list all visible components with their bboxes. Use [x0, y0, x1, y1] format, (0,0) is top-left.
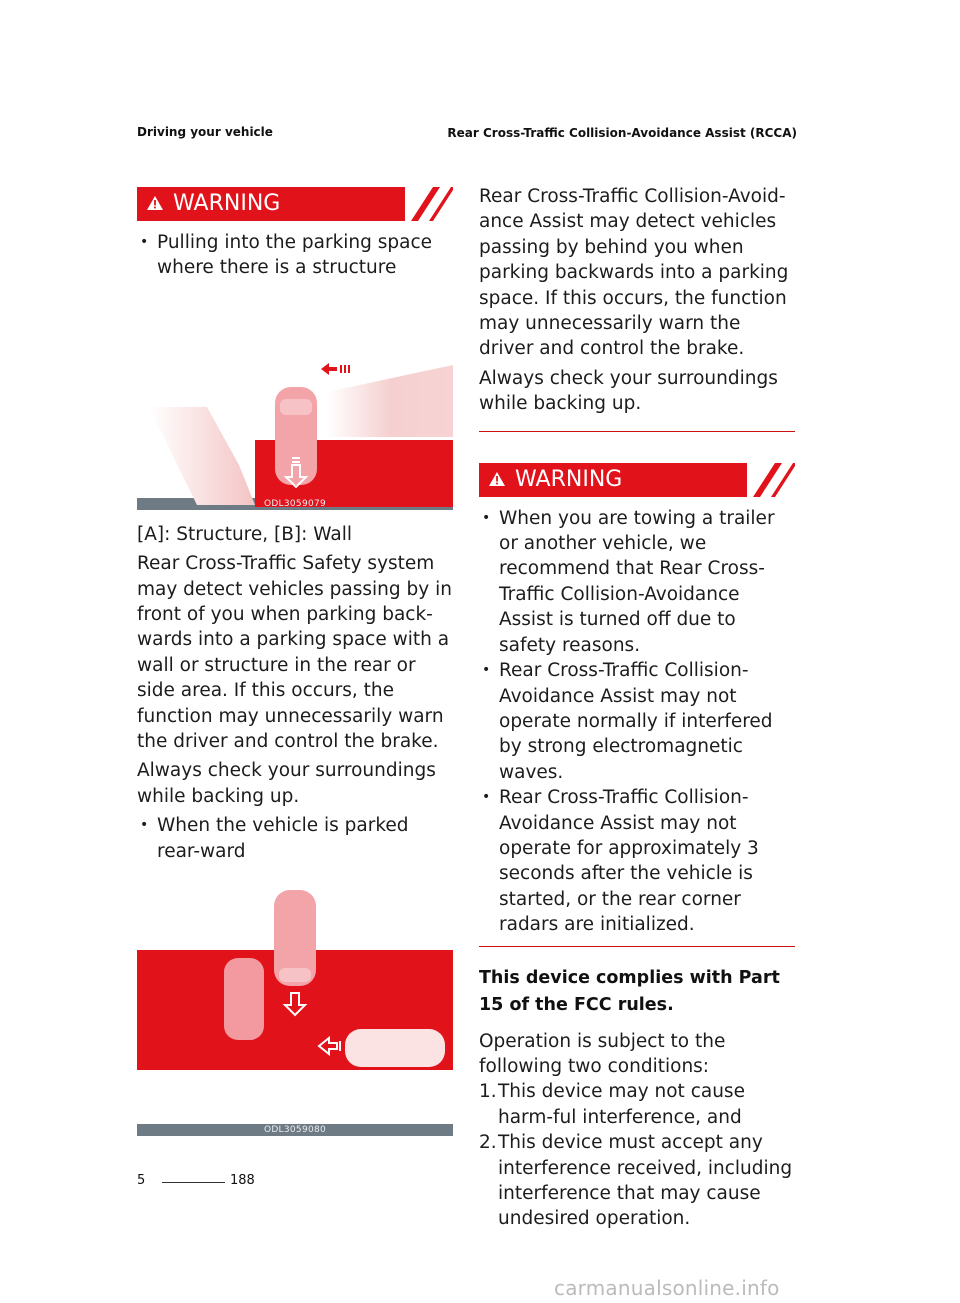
list-text: This device may not cause harm-ful interference, and	[498, 1081, 745, 1128]
list-item: • When you are towing a trailer or another vehicle, we recommend that Rear Cross-Traffic Collision-Avoidance Assist is turned off due to safety reasons.	[479, 506, 795, 658]
warning-triangle-icon	[146, 195, 164, 211]
car-icon	[345, 1029, 445, 1067]
car-icon	[275, 387, 317, 485]
body-paragraph: Always check your surroundings while backing up.	[137, 760, 436, 807]
section-divider	[479, 946, 795, 947]
right-column	[479, 184, 795, 1232]
car-icon	[224, 958, 264, 1040]
structure-parking-illustration	[137, 337, 453, 507]
list-item	[479, 1079, 795, 1130]
bullet-list	[137, 813, 453, 864]
section-divider	[479, 431, 795, 432]
page-number: 188	[230, 1173, 255, 1188]
section-number: 5	[137, 1173, 146, 1188]
rearward-parking-illustration	[137, 888, 453, 1118]
warning-bullet-list	[137, 230, 453, 281]
running-header-topic: Rear Cross-Traffic Collision-Avoidance Assist (RCCA)	[447, 126, 797, 140]
warning-title: WARNING	[173, 191, 281, 216]
warning-banner	[479, 463, 795, 497]
fcc-heading: This device complies with Part 15 of the FCC rules.	[479, 967, 780, 1015]
list-item	[479, 1130, 795, 1232]
warning-banner	[137, 187, 453, 221]
body-paragraph: Rear Cross-Traffic Safety system may detect vehicles passing by in front of you when parking back-wards into a parking space with a wall or structure in the rear or side area. If this occurs, the function may unnecessarily warn the driver and control the brake.	[137, 553, 452, 753]
body-paragraph: Operation is subject to the following two conditions:	[479, 1030, 726, 1077]
list-item: • Pulling into the parking space where there is a structure	[137, 230, 453, 281]
motion-arrow-icon	[321, 363, 350, 375]
figure-caption: ODL3059079	[137, 498, 453, 510]
fcc-conditions-list	[479, 1079, 795, 1231]
warning-title: WARNING	[515, 466, 623, 492]
list-number: 2.	[479, 1132, 497, 1154]
left-column	[137, 187, 453, 1136]
list-item: • When the vehicle is parked rear-ward	[137, 813, 453, 864]
list-text: This device must accept any interference received, including interference that may cause undesired operation.	[498, 1132, 793, 1230]
watermark: carmanualsonline.info	[554, 1276, 780, 1300]
figure-caption: ODL3059080	[137, 1124, 453, 1136]
figure-legend: [A]: Structure, [B]: Wall	[137, 523, 352, 545]
list-item: • Rear Cross-Traffic Collision-Avoidance Assist may not operate normally if interfered by strong electromagnetic waves.	[479, 658, 795, 785]
body-paragraph: Always check your surroundings while backing up.	[479, 367, 778, 415]
car-icon	[274, 890, 316, 986]
body-paragraph: Rear Cross-Traffic Collision-Avoid-ance Assist may detect vehicles passing by behind you when parking backwards into a parking space. If this occurs, the function may unnecessarily warn the driver and control the brake.	[479, 186, 789, 360]
warning-triangle-icon	[488, 471, 506, 487]
list-number: 1.	[479, 1081, 497, 1103]
list-item: • Rear Cross-Traffic Collision-Avoidance Assist may not operate for approximately 3 seconds after the vehicle is started, or the rear corner radars are initialized.	[479, 785, 795, 937]
warning-bullet-list	[479, 506, 795, 938]
footer-divider	[162, 1182, 225, 1183]
running-header-section: Driving your vehicle	[137, 125, 273, 139]
